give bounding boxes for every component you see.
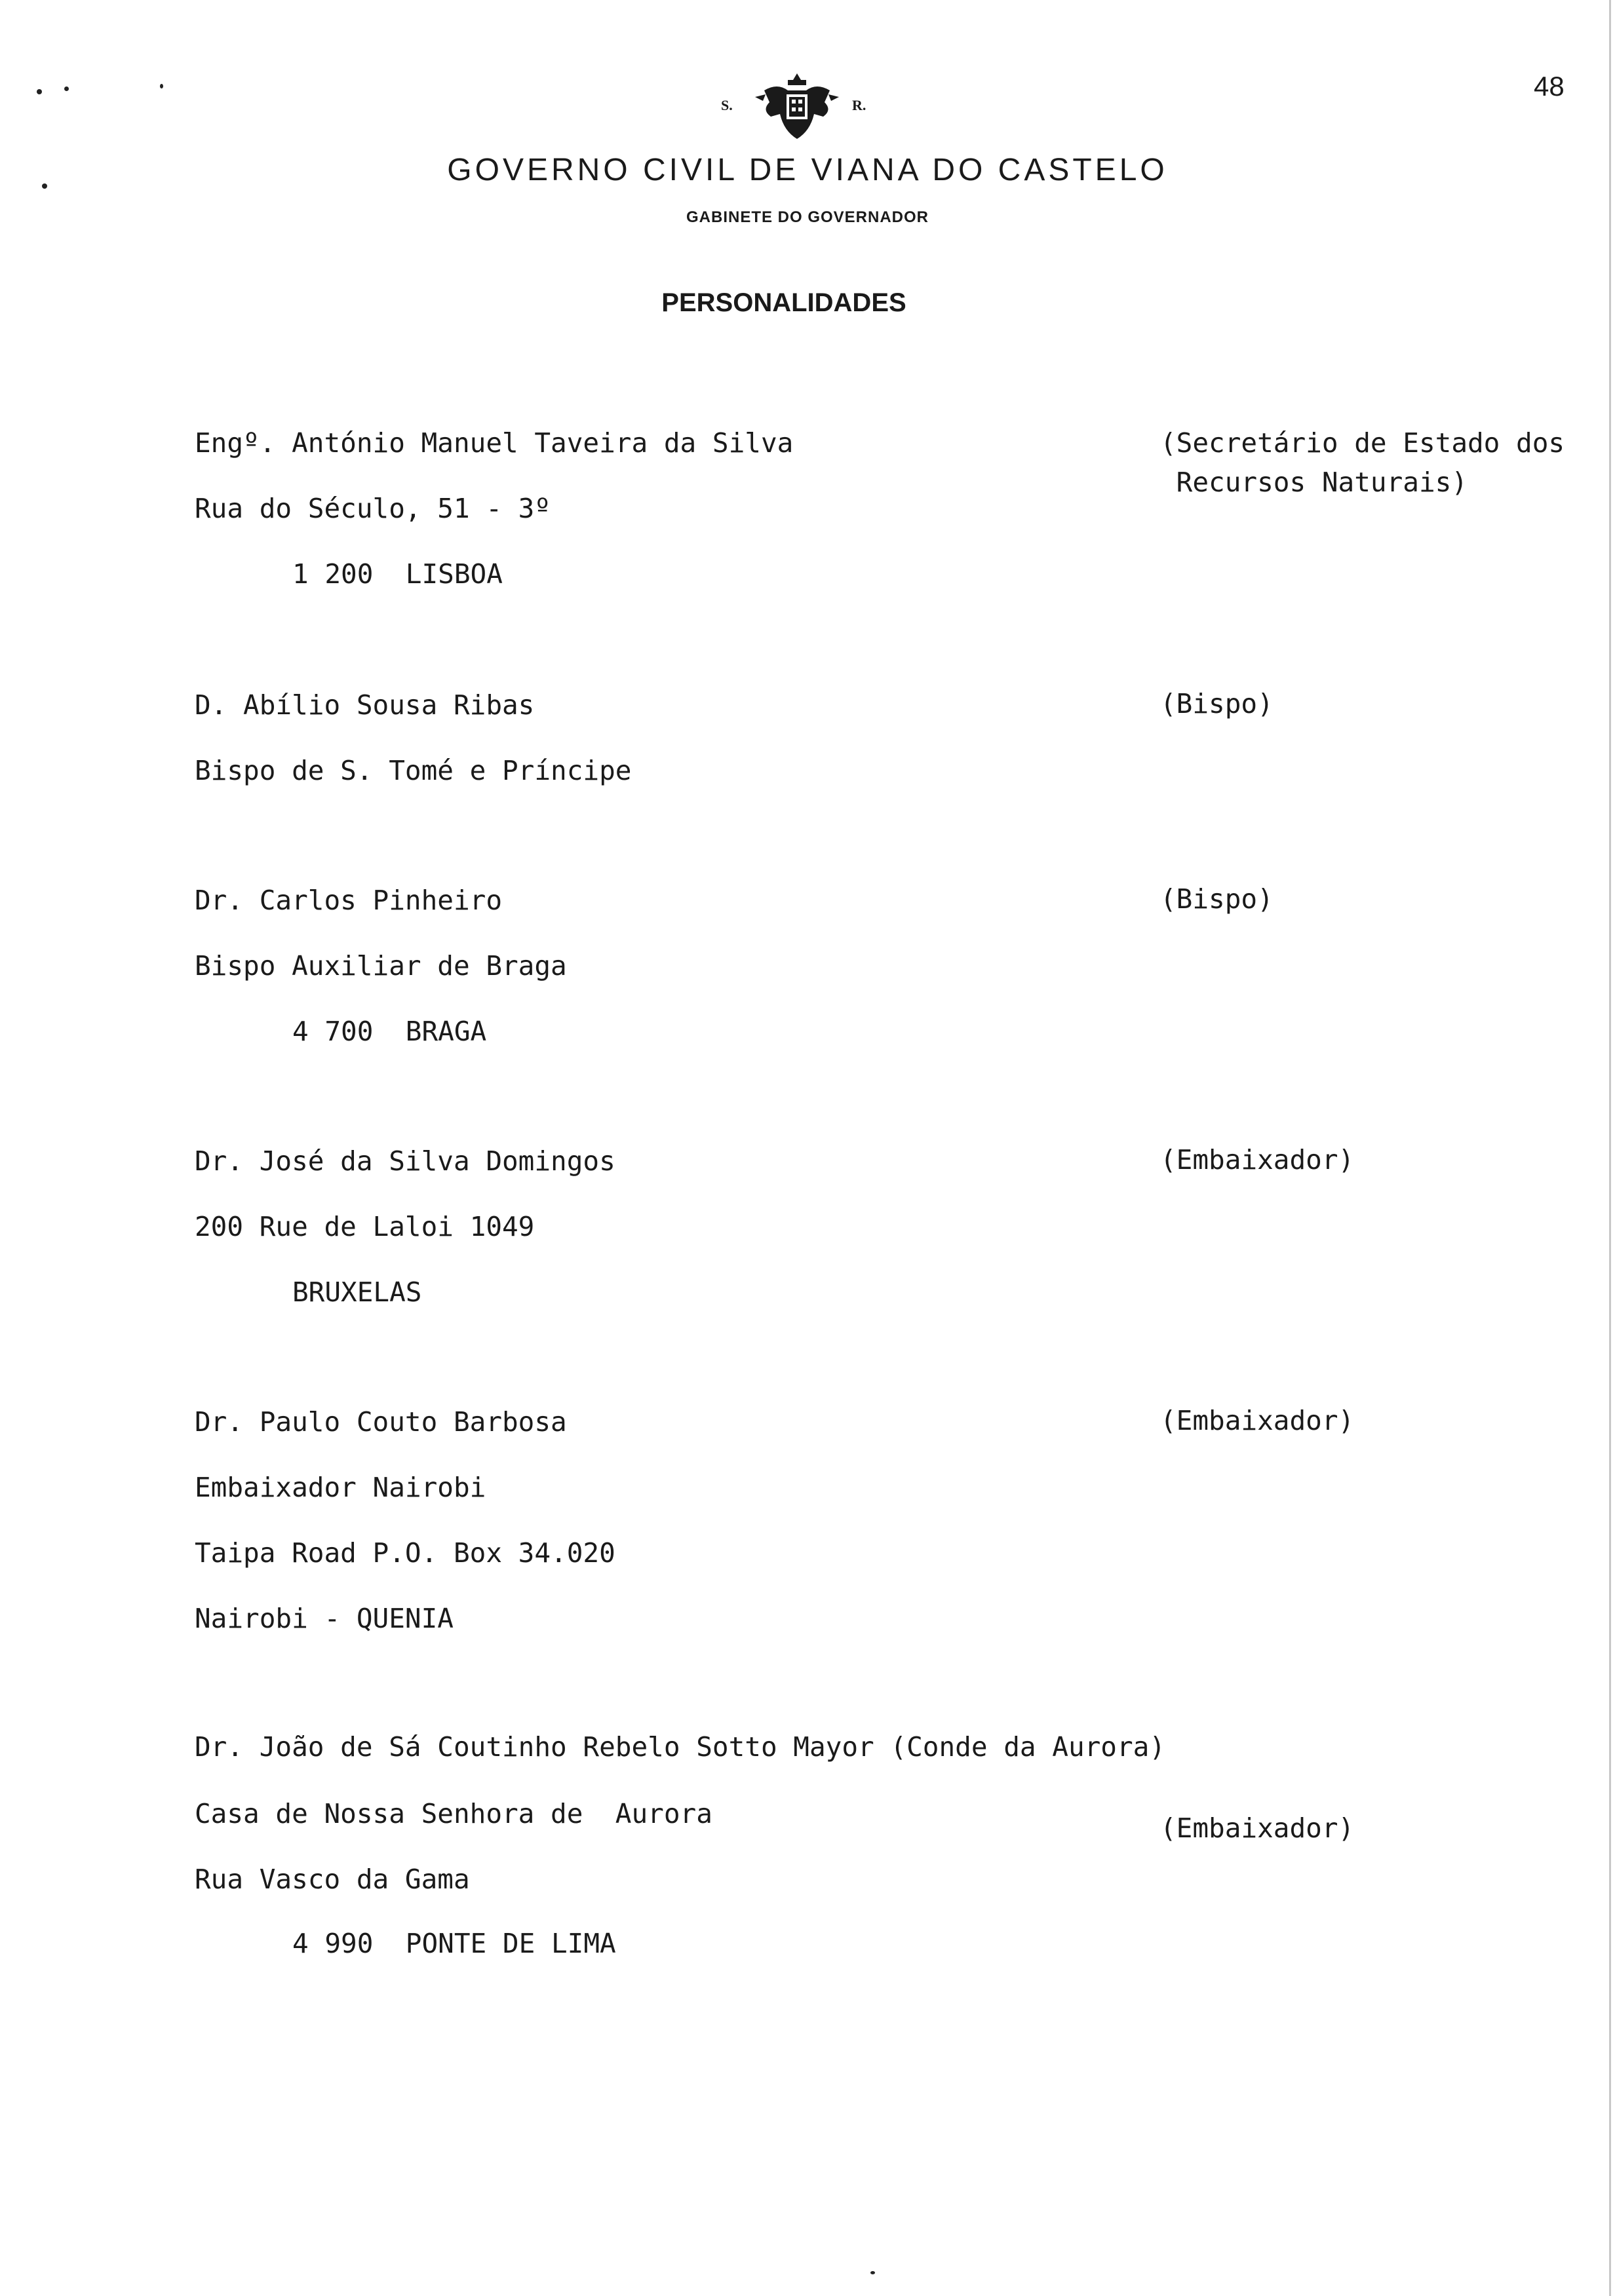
- scan-speck: [160, 84, 163, 88]
- scan-speck: [870, 2271, 875, 2274]
- scan-speck: [64, 86, 69, 91]
- contact-address-line: Taipa Road P.O. Box 34.020: [195, 1537, 615, 1569]
- institution-title: GOVERNO CIVIL DE VIANA DO CASTELO: [447, 153, 1168, 187]
- contact-role: (Embaixador): [1160, 1405, 1355, 1436]
- page-edge-shadow: [1609, 0, 1611, 2296]
- contact-address-line: Rua do Século, 51 - 3º: [195, 493, 551, 524]
- contact-postal-line: BRUXELAS: [292, 1276, 422, 1308]
- contact-name: D. Abílio Sousa Ribas: [195, 689, 535, 721]
- scan-speck: [37, 89, 42, 94]
- department-subtitle: GABINETE DO GOVERNADOR: [686, 208, 929, 226]
- contact-address-line: Rua Vasco da Gama: [195, 1864, 470, 1895]
- contact-address-line: 200 Rue de Laloi 1049: [195, 1211, 535, 1242]
- coat-of-arms-seal: [721, 71, 905, 143]
- contact-address-line: Bispo de S. Tomé e Príncipe: [195, 755, 632, 786]
- seal-letter-right: R.: [852, 97, 866, 113]
- contact-role: (Embaixador): [1160, 1812, 1355, 1844]
- contact-role: (Embaixador): [1160, 1144, 1355, 1176]
- contact-role: (Secretário de Estado dos: [1160, 427, 1565, 459]
- contact-address-line: Embaixador Nairobi: [195, 1472, 486, 1503]
- document-heading: PERSONALIDADES: [661, 288, 906, 317]
- contact-address-line: Bispo Auxiliar de Braga: [195, 950, 567, 982]
- contact-address-line: Nairobi - QUENIA: [195, 1603, 454, 1634]
- contact-name: Dr. Carlos Pinheiro: [195, 885, 502, 916]
- contact-name: Dr. José da Silva Domingos: [195, 1145, 615, 1177]
- contact-postal-line: 1 200 LISBOA: [292, 558, 503, 590]
- contact-name: Dr. João de Sá Coutinho Rebelo Sotto Mayor (Conde da Aurora): [195, 1731, 1166, 1763]
- contact-address-line: Casa de Nossa Senhora de Aurora: [195, 1798, 712, 1829]
- seal-letter-left: S.: [721, 97, 733, 113]
- contact-postal-line: 4 990 PONTE DE LIMA: [292, 1928, 616, 1959]
- contact-name: Dr. Paulo Couto Barbosa: [195, 1406, 567, 1438]
- contact-role: (Bispo): [1160, 883, 1274, 915]
- coat-of-arms-icon: [751, 71, 843, 143]
- contact-postal-line: 4 700 BRAGA: [292, 1016, 487, 1047]
- contact-name: Engº. António Manuel Taveira da Silva: [195, 427, 794, 459]
- page-number: 48: [1534, 71, 1565, 102]
- contact-role: (Bispo): [1160, 688, 1274, 719]
- contact-role: Recursos Naturais): [1160, 467, 1468, 498]
